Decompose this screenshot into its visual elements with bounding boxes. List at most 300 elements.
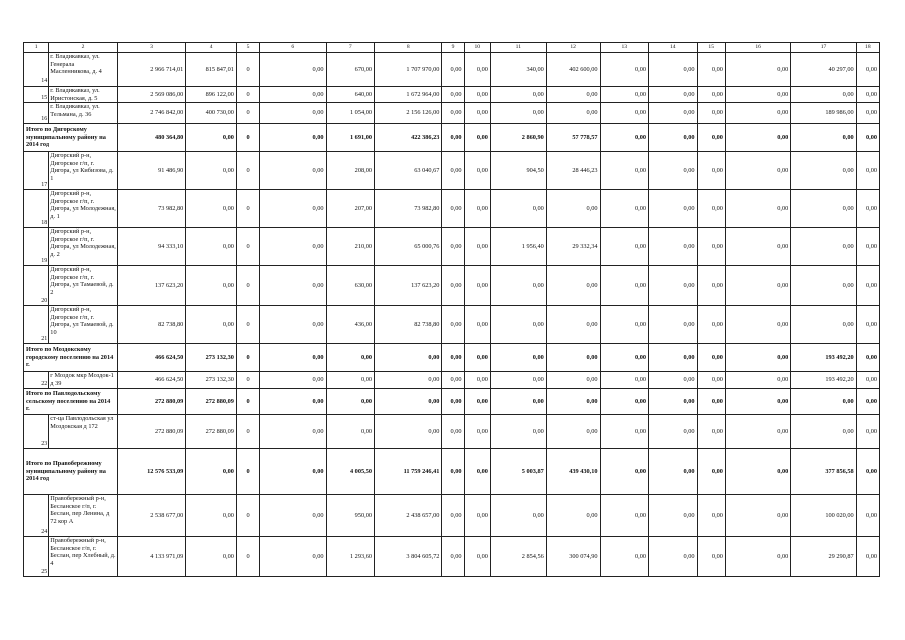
- value-cell: 189 986,00: [791, 103, 856, 124]
- value-cell: 0,00: [546, 190, 600, 228]
- table-row: [24, 152, 880, 190]
- value-cell: 0,00: [326, 372, 374, 389]
- table-row: [24, 372, 880, 389]
- value-cell: 0,00: [697, 449, 725, 495]
- value-cell: 300 074,90: [546, 537, 600, 577]
- value-cell: 0,00: [649, 344, 697, 372]
- value-cell: 0,00: [464, 228, 490, 266]
- value-cell: 273 132,30: [186, 344, 237, 372]
- value-cell: 2 156 126,00: [375, 103, 442, 124]
- value-cell: 0: [236, 415, 259, 449]
- table-row: [24, 190, 880, 228]
- table-row: [24, 53, 880, 87]
- value-cell: 0,00: [260, 415, 326, 449]
- value-cell: 0,00: [725, 266, 790, 306]
- value-cell: 0,00: [260, 190, 326, 228]
- column-header: 17: [791, 43, 856, 53]
- value-cell: 208,00: [326, 152, 374, 190]
- address-cell: г Моздок мкр Моздок-1 д 39: [49, 372, 118, 389]
- value-cell: 0,00: [260, 87, 326, 103]
- value-cell: 0,00: [464, 124, 490, 152]
- value-cell: 0,00: [725, 152, 790, 190]
- value-cell: 0,00: [725, 103, 790, 124]
- value-cell: 0,00: [546, 266, 600, 306]
- value-cell: 2 966 714,01: [117, 53, 186, 87]
- value-cell: 0,00: [600, 306, 648, 344]
- value-cell: 2 746 842,00: [117, 103, 186, 124]
- value-cell: 1 956,40: [490, 228, 546, 266]
- value-cell: 0,00: [649, 190, 697, 228]
- value-cell: 0,00: [260, 152, 326, 190]
- value-cell: 272 880,09: [186, 415, 237, 449]
- subtotal-label: Итого по Дигорскому муниципальному району на 2014 год: [24, 124, 118, 152]
- value-cell: 2 569 086,00: [117, 87, 186, 103]
- value-cell: 0,00: [725, 228, 790, 266]
- value-cell: 210,00: [326, 228, 374, 266]
- value-cell: 0,00: [856, 190, 879, 228]
- value-cell: 82 738,80: [117, 306, 186, 344]
- value-cell: 0,00: [697, 389, 725, 415]
- value-cell: 0,00: [697, 372, 725, 389]
- value-cell: 670,00: [326, 53, 374, 87]
- value-cell: 28 446,23: [546, 152, 600, 190]
- value-cell: 0,00: [697, 306, 725, 344]
- value-cell: 0,00: [490, 87, 546, 103]
- value-cell: 0,00: [260, 495, 326, 537]
- value-cell: 0,00: [442, 103, 464, 124]
- value-cell: 1 293,60: [326, 537, 374, 577]
- address-cell: г. Владикавказ, ул. Иристонская, д. 5: [49, 87, 118, 103]
- value-cell: 0,00: [856, 389, 879, 415]
- value-cell: 0,00: [856, 537, 879, 577]
- value-cell: 0,00: [649, 266, 697, 306]
- value-cell: 40 297,00: [791, 53, 856, 87]
- value-cell: 0,00: [464, 495, 490, 537]
- value-cell: 0,00: [600, 537, 648, 577]
- value-cell: 0,00: [697, 228, 725, 266]
- value-cell: 0,00: [442, 415, 464, 449]
- value-cell: 1 691,00: [326, 124, 374, 152]
- value-cell: 0,00: [375, 389, 442, 415]
- value-cell: 0,00: [464, 372, 490, 389]
- row-number: 15: [24, 87, 49, 103]
- value-cell: 0,00: [697, 344, 725, 372]
- value-cell: 0,00: [326, 415, 374, 449]
- value-cell: 400 730,00: [186, 103, 237, 124]
- value-cell: 94 333,10: [117, 228, 186, 266]
- value-cell: 0,00: [600, 449, 648, 495]
- value-cell: 0,00: [697, 53, 725, 87]
- value-cell: 65 000,76: [375, 228, 442, 266]
- value-cell: 0,00: [697, 537, 725, 577]
- row-number: 20: [24, 266, 49, 306]
- value-cell: 0,00: [490, 306, 546, 344]
- value-cell: 0,00: [464, 537, 490, 577]
- value-cell: 0: [236, 152, 259, 190]
- value-cell: 0,00: [856, 449, 879, 495]
- value-cell: 0: [236, 228, 259, 266]
- value-cell: 0,00: [490, 372, 546, 389]
- value-cell: 73 982,80: [117, 190, 186, 228]
- value-cell: 0,00: [791, 190, 856, 228]
- value-cell: 82 738,80: [375, 306, 442, 344]
- row-number: 14: [24, 53, 49, 87]
- value-cell: 0,00: [649, 389, 697, 415]
- value-cell: 0,00: [600, 372, 648, 389]
- table-row: [24, 266, 880, 306]
- value-cell: 0,00: [442, 228, 464, 266]
- value-cell: 207,00: [326, 190, 374, 228]
- value-cell: 0,00: [856, 495, 879, 537]
- value-cell: 0: [236, 266, 259, 306]
- value-cell: 0,00: [442, 306, 464, 344]
- address-cell: Дигорский р-н, Дигорское г/п, г. Дигора, ул Тамаевой, д. 10: [49, 306, 118, 344]
- value-cell: 0,00: [442, 190, 464, 228]
- value-cell: 0,00: [600, 415, 648, 449]
- value-cell: 0: [236, 495, 259, 537]
- row-number: 16: [24, 103, 49, 124]
- value-cell: 5 003,87: [490, 449, 546, 495]
- value-cell: 272 880,09: [117, 389, 186, 415]
- value-cell: 0,00: [464, 87, 490, 103]
- table-row: [24, 537, 880, 577]
- column-header: 4: [186, 43, 237, 53]
- value-cell: 0,00: [442, 389, 464, 415]
- value-cell: 0,00: [856, 415, 879, 449]
- value-cell: 0: [236, 87, 259, 103]
- value-cell: 0,00: [600, 344, 648, 372]
- value-cell: 0,00: [856, 344, 879, 372]
- value-cell: 436,00: [326, 306, 374, 344]
- value-cell: 0,00: [649, 449, 697, 495]
- value-cell: 0,00: [856, 152, 879, 190]
- row-number: 23: [24, 415, 49, 449]
- column-header: 6: [260, 43, 326, 53]
- value-cell: 2 538 677,00: [117, 495, 186, 537]
- value-cell: 0,00: [697, 190, 725, 228]
- value-cell: 0,00: [442, 266, 464, 306]
- value-cell: 377 856,58: [791, 449, 856, 495]
- column-header: 5: [236, 43, 259, 53]
- subtotal-row: [24, 344, 880, 372]
- value-cell: 0,00: [490, 495, 546, 537]
- value-cell: 0,00: [186, 228, 237, 266]
- value-cell: 0,00: [649, 87, 697, 103]
- value-cell: 896 122,00: [186, 87, 237, 103]
- address-cell: Дигорский р-н, Дигорское г/п, г. Дигора, ул Кибизова, д. 1: [49, 152, 118, 190]
- value-cell: 0,00: [260, 372, 326, 389]
- value-cell: 0,00: [600, 389, 648, 415]
- value-cell: 0,00: [725, 344, 790, 372]
- value-cell: 0,00: [442, 495, 464, 537]
- value-cell: 1 054,00: [326, 103, 374, 124]
- value-cell: 0,00: [600, 266, 648, 306]
- value-cell: 402 600,00: [546, 53, 600, 87]
- value-cell: 4 133 971,09: [117, 537, 186, 577]
- address-cell: Дигорский р-н, Дигорское г/п, г. Дигора, ул Тамаевой, д. 2: [49, 266, 118, 306]
- subtotal-row: [24, 389, 880, 415]
- value-cell: 0,00: [464, 190, 490, 228]
- value-cell: 0,00: [725, 449, 790, 495]
- value-cell: 273 132,30: [186, 372, 237, 389]
- value-cell: 0,00: [546, 344, 600, 372]
- row-number: 24: [24, 495, 49, 537]
- value-cell: 0,00: [725, 190, 790, 228]
- value-cell: 0,00: [546, 415, 600, 449]
- value-cell: 0,00: [490, 266, 546, 306]
- value-cell: 340,00: [490, 53, 546, 87]
- value-cell: 439 430,10: [546, 449, 600, 495]
- value-cell: 0,00: [464, 415, 490, 449]
- value-cell: 0,00: [375, 372, 442, 389]
- value-cell: 0,00: [725, 53, 790, 87]
- value-cell: 0: [236, 344, 259, 372]
- value-cell: 0,00: [546, 495, 600, 537]
- value-cell: 0,00: [186, 152, 237, 190]
- value-cell: 815 847,01: [186, 53, 237, 87]
- value-cell: 0,00: [546, 103, 600, 124]
- value-cell: 0,00: [186, 124, 237, 152]
- value-cell: 0,00: [649, 228, 697, 266]
- value-cell: 0,00: [260, 449, 326, 495]
- value-cell: 0: [236, 124, 259, 152]
- table-row: [24, 306, 880, 344]
- column-header: 10: [464, 43, 490, 53]
- column-header: 12: [546, 43, 600, 53]
- value-cell: 0,00: [260, 103, 326, 124]
- value-cell: 0,00: [649, 124, 697, 152]
- value-cell: 466 624,50: [117, 344, 186, 372]
- value-cell: 0,00: [464, 53, 490, 87]
- value-cell: 0,00: [791, 228, 856, 266]
- value-cell: 0,00: [260, 389, 326, 415]
- subtotal-label: Итого по Правобережному муниципальному району на 2014 год: [24, 449, 118, 495]
- value-cell: 3 804 605,72: [375, 537, 442, 577]
- column-header: 8: [375, 43, 442, 53]
- value-cell: 0,00: [697, 87, 725, 103]
- column-header: 7: [326, 43, 374, 53]
- value-cell: 950,00: [326, 495, 374, 537]
- value-cell: 0: [236, 53, 259, 87]
- address-cell: Правобережный р-н, Бесланское г/п, г. Беслан, пер Ленина, д 72 кор А: [49, 495, 118, 537]
- table-row: [24, 103, 880, 124]
- value-cell: 904,50: [490, 152, 546, 190]
- column-header: 3: [117, 43, 186, 53]
- value-cell: 0,00: [464, 103, 490, 124]
- value-cell: 0,00: [260, 344, 326, 372]
- value-cell: 0: [236, 537, 259, 577]
- value-cell: 0,00: [791, 124, 856, 152]
- value-cell: 1 672 964,00: [375, 87, 442, 103]
- value-cell: 0,00: [260, 306, 326, 344]
- value-cell: 0,00: [600, 124, 648, 152]
- column-header: 15: [697, 43, 725, 53]
- value-cell: 0: [236, 306, 259, 344]
- value-cell: 0,00: [600, 190, 648, 228]
- value-cell: 0,00: [375, 344, 442, 372]
- value-cell: 0: [236, 103, 259, 124]
- row-number: 25: [24, 537, 49, 577]
- value-cell: 12 576 533,09: [117, 449, 186, 495]
- value-cell: 0,00: [791, 266, 856, 306]
- value-cell: 4 005,50: [326, 449, 374, 495]
- value-cell: 2 854,56: [490, 537, 546, 577]
- subtotal-label: Итого по Моздокскому городскому поселению на 2014 г.: [24, 344, 118, 372]
- value-cell: 0,00: [464, 389, 490, 415]
- value-cell: 0,00: [186, 266, 237, 306]
- header-row: [24, 43, 880, 53]
- value-cell: 0,00: [464, 266, 490, 306]
- value-cell: 272 880,09: [117, 415, 186, 449]
- value-cell: 0,00: [546, 87, 600, 103]
- value-cell: 0,00: [725, 389, 790, 415]
- value-cell: 0,00: [186, 537, 237, 577]
- value-cell: 0,00: [856, 228, 879, 266]
- value-cell: 0,00: [464, 306, 490, 344]
- value-cell: 0,00: [791, 152, 856, 190]
- value-cell: 0,00: [464, 152, 490, 190]
- column-header: 2: [49, 43, 118, 53]
- value-cell: 0,00: [490, 415, 546, 449]
- value-cell: 630,00: [326, 266, 374, 306]
- value-cell: 0,00: [490, 103, 546, 124]
- value-cell: 0,00: [442, 372, 464, 389]
- column-header: 14: [649, 43, 697, 53]
- table-body: [24, 43, 880, 577]
- value-cell: 0,00: [791, 306, 856, 344]
- report-table: [23, 42, 880, 577]
- value-cell: 640,00: [326, 87, 374, 103]
- value-cell: 0,00: [186, 495, 237, 537]
- value-cell: 0,00: [186, 190, 237, 228]
- value-cell: 0,00: [697, 266, 725, 306]
- value-cell: 0,00: [856, 103, 879, 124]
- value-cell: 0,00: [186, 306, 237, 344]
- row-number: 18: [24, 190, 49, 228]
- value-cell: 0,00: [442, 537, 464, 577]
- value-cell: 0,00: [856, 372, 879, 389]
- address-cell: Дигорский р-н, Дигорское г/п, г. Дигора, ул Молодежная, д. 2: [49, 228, 118, 266]
- value-cell: 193 492,20: [791, 344, 856, 372]
- value-cell: 100 020,00: [791, 495, 856, 537]
- value-cell: 0,00: [442, 152, 464, 190]
- value-cell: 0,00: [260, 266, 326, 306]
- value-cell: 0,00: [649, 152, 697, 190]
- table-row: [24, 87, 880, 103]
- value-cell: 0,00: [490, 190, 546, 228]
- value-cell: 0,00: [260, 124, 326, 152]
- value-cell: 137 623,20: [375, 266, 442, 306]
- value-cell: 0,00: [600, 495, 648, 537]
- value-cell: 0,00: [442, 449, 464, 495]
- value-cell: 0,00: [649, 53, 697, 87]
- table-row: [24, 495, 880, 537]
- value-cell: 0: [236, 372, 259, 389]
- value-cell: 0,00: [725, 372, 790, 389]
- column-header: 11: [490, 43, 546, 53]
- value-cell: 0,00: [600, 87, 648, 103]
- address-cell: ст-ца Павлодольская ул Моздокская д 172: [49, 415, 118, 449]
- value-cell: 0,00: [649, 537, 697, 577]
- value-cell: 29 332,34: [546, 228, 600, 266]
- column-header: 13: [600, 43, 648, 53]
- value-cell: 422 386,23: [375, 124, 442, 152]
- value-cell: 0,00: [464, 449, 490, 495]
- value-cell: 63 040,67: [375, 152, 442, 190]
- value-cell: 0,00: [490, 344, 546, 372]
- value-cell: 0,00: [600, 228, 648, 266]
- value-cell: 0: [236, 449, 259, 495]
- value-cell: 57 778,57: [546, 124, 600, 152]
- value-cell: 0,00: [697, 124, 725, 152]
- value-cell: 0: [236, 190, 259, 228]
- value-cell: 0,00: [697, 415, 725, 449]
- address-cell: Дигорский р-н, Дигорское г/п, г. Дигора, ул Молодежная, д. 1: [49, 190, 118, 228]
- value-cell: 137 623,20: [117, 266, 186, 306]
- value-cell: 0,00: [725, 124, 790, 152]
- value-cell: 0,00: [375, 415, 442, 449]
- value-cell: 0,00: [697, 495, 725, 537]
- value-cell: 466 624,50: [117, 372, 186, 389]
- value-cell: 0,00: [649, 372, 697, 389]
- subtotal-row: [24, 124, 880, 152]
- address-cell: Правобережный р-н, Бесланское г/п, г. Беслан, пер Хлебный, д. 4: [49, 537, 118, 577]
- row-number: 22: [24, 372, 49, 389]
- value-cell: 2 860,90: [490, 124, 546, 152]
- column-header: 1: [24, 43, 49, 53]
- value-cell: 0,00: [442, 87, 464, 103]
- value-cell: 0,00: [856, 53, 879, 87]
- table-row: [24, 228, 880, 266]
- row-number: 21: [24, 306, 49, 344]
- value-cell: 0,00: [649, 495, 697, 537]
- value-cell: 0,00: [546, 306, 600, 344]
- value-cell: 0,00: [442, 53, 464, 87]
- column-header: 9: [442, 43, 464, 53]
- value-cell: 0: [236, 389, 259, 415]
- column-header: 16: [725, 43, 790, 53]
- value-cell: 0,00: [791, 389, 856, 415]
- value-cell: 0,00: [186, 449, 237, 495]
- value-cell: 0,00: [791, 415, 856, 449]
- row-number: 19: [24, 228, 49, 266]
- value-cell: 0,00: [260, 228, 326, 266]
- value-cell: 0,00: [260, 53, 326, 87]
- value-cell: 0,00: [442, 124, 464, 152]
- value-cell: 0,00: [600, 103, 648, 124]
- value-cell: 0,00: [725, 537, 790, 577]
- value-cell: 0,00: [326, 389, 374, 415]
- address-cell: г. Владикавказ, ул. Генерала Масленникова, д. 4: [49, 53, 118, 87]
- row-number: 17: [24, 152, 49, 190]
- value-cell: 0,00: [856, 306, 879, 344]
- value-cell: 0,00: [442, 344, 464, 372]
- value-cell: 0,00: [697, 103, 725, 124]
- value-cell: 0,00: [600, 152, 648, 190]
- value-cell: 0,00: [600, 53, 648, 87]
- address-cell: г. Владикавказ, ул. Тельмана, д. 36: [49, 103, 118, 124]
- value-cell: 272 880,09: [186, 389, 237, 415]
- value-cell: 0,00: [649, 306, 697, 344]
- value-cell: 0,00: [725, 87, 790, 103]
- table-row: [24, 415, 880, 449]
- value-cell: 2 438 657,00: [375, 495, 442, 537]
- value-cell: 0,00: [856, 124, 879, 152]
- value-cell: 0,00: [546, 372, 600, 389]
- value-cell: 0,00: [490, 389, 546, 415]
- value-cell: 73 982,80: [375, 190, 442, 228]
- value-cell: 0,00: [326, 344, 374, 372]
